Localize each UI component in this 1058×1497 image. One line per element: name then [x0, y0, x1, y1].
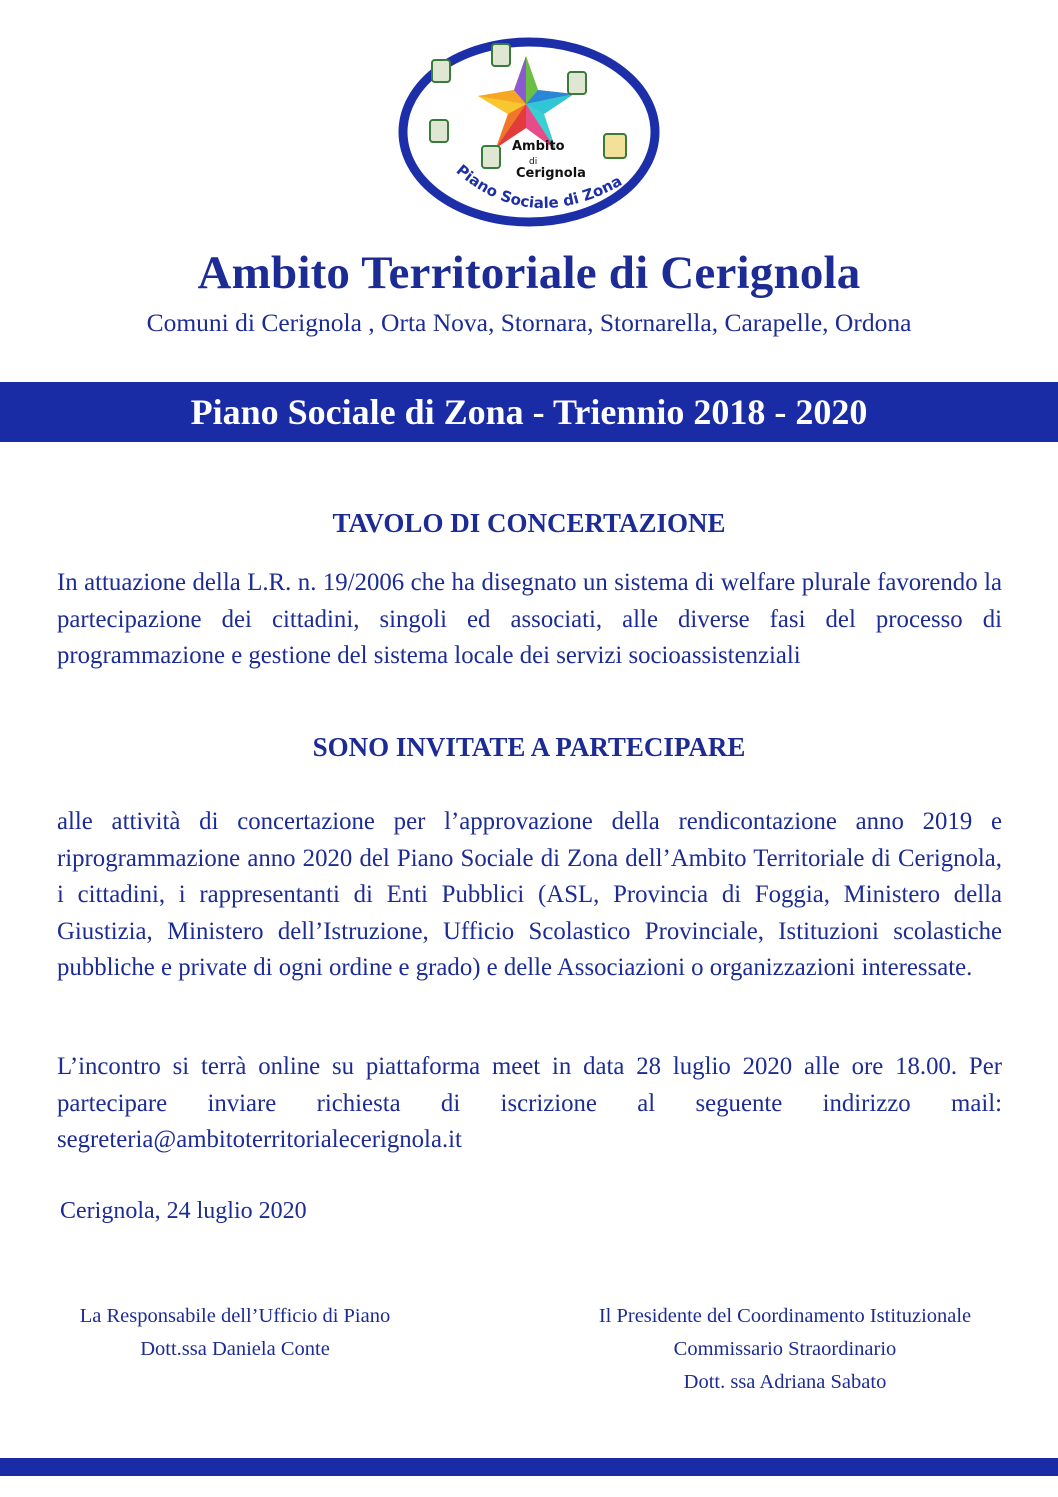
- date-line: Cerignola, 24 luglio 2020: [60, 1198, 307, 1224]
- signature-right-name: Dott. ssa Adriana Sabato: [683, 1371, 887, 1393]
- plan-banner: [0, 382, 1058, 442]
- member-municipalities: Comuni di Cerignola , Orta Nova, Stornara, Stornarella, Carapelle, Ordona: [146, 308, 912, 337]
- svg-text:Piano Sociale di Zona: Piano Sociale di Zona: [452, 160, 625, 213]
- banner-text: Piano Sociale di Zona - Triennio 2018 - 2020: [190, 392, 868, 432]
- footer-bar: [0, 1458, 1058, 1476]
- signature-right-role: Il Presidente del Coordinamento Istituzionale: [598, 1305, 972, 1327]
- invitation-paragraph: alle attività di concertazione per l’approvazione della rendicontazione anno 2019 e riprogrammazione anno 2020 del Piano Sociale di Zona dell’Ambito Territoriale di Cerignola, i cittadini, i rappresentanti di Enti Pubblici (ASL, Provincia di Foggia, Ministero della Giustizia, Ministero dell’Istruzione, Ufficio Scolastico Provinciale, Istituzioni scolastiche pubbliche e private di ogni ordine e grado) e delle Associazioni o organizzazioni interessate.: [57, 808, 1002, 981]
- meeting-paragraph: L’incontro si terrà online su piattaforma meet in data 28 luglio 2020 alle ore 18.00. Per partecipare inviare richiesta di iscrizione al seguente indirizzo mail: segreteria@ambitoterritorialecerignola.it: [57, 1053, 1002, 1153]
- svg-text:Ambito: Ambito: [512, 139, 565, 154]
- ambito-logo: [398, 34, 660, 234]
- signature-right: [540, 1300, 1030, 1399]
- svg-text:di: di: [529, 157, 538, 167]
- signature-right-role2: Commissario Straordinario: [673, 1338, 897, 1360]
- intro-paragraph: In attuazione della L.R. n. 19/2006 che ha disegnato un sistema di welfare plurale favorendo la partecipazione dei cittadini, singoli ed associati, alle diverse fasi del processo di programmazione e gestione del sistema locale dei servizi socioassistenziali: [57, 569, 1002, 669]
- svg-text:Cerignola: Cerignola: [516, 166, 586, 181]
- organization-title: Ambito Territoriale di Cerignola: [197, 247, 861, 299]
- signature-left-role: La Responsabile dell’Ufficio di Piano: [79, 1305, 391, 1327]
- heading-concertazione: TAVOLO DI CONCERTAZIONE: [332, 508, 726, 538]
- signature-left: [40, 1300, 430, 1366]
- heading-invitation: SONO INVITATE A PARTECIPARE: [312, 732, 746, 762]
- signature-left-name: Dott.ssa Daniela Conte: [140, 1338, 330, 1360]
